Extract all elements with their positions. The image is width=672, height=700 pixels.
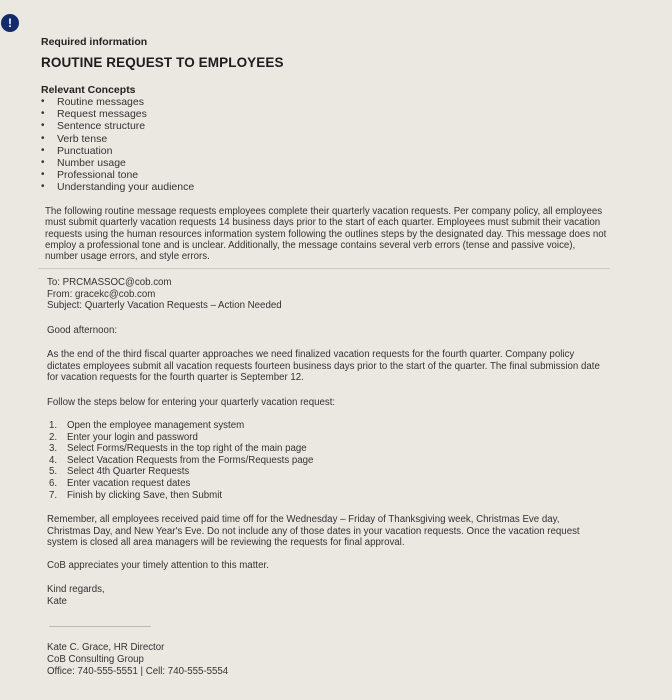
bullet-icon: •: [41, 169, 45, 181]
concepts-heading: Relevant Concepts: [41, 84, 136, 96]
bullet-icon: •: [41, 181, 45, 193]
steps-list: [47, 420, 313, 501]
email-paragraph-2: Remember, all employees received paid time off for the Wednesday – Friday of Thanksgiving week, Christmas Eve day, Christmas Day, and New Year's Eve. Do not include any of those dates in your vacation requests. Once the vacation request system is closed all area managers will be reviewing the requests for final approval.: [47, 514, 580, 549]
bullet-icon: •: [41, 108, 45, 120]
concepts-list: [41, 96, 194, 194]
email-to: To: PRCMASSOC@cob.com: [47, 277, 172, 288]
concept-item: • Number usage: [41, 156, 126, 169]
bullet-icon: •: [41, 120, 45, 132]
email-from: From: gracekc@cob.com: [47, 288, 156, 300]
concept-item: • Understanding your audience: [41, 181, 195, 194]
step-item: 3. Select Forms/Requests in the top right of the main page: [49, 443, 307, 455]
step-item: 1. Open the employee management system: [49, 420, 245, 431]
steps-intro: Follow the steps below for entering your quarterly vacation request:: [47, 397, 336, 408]
concept-item: • Punctuation: [41, 144, 113, 157]
page-title: ROUTINE REQUEST TO EMPLOYEES: [41, 55, 284, 70]
signature-phone: Office: 740-555-5551 | Cell: 740-555-5554: [47, 666, 229, 677]
bullet-icon: •: [41, 96, 45, 107]
signature-line: [49, 626, 151, 627]
email-paragraph-3: CoB appreciates your timely attention to this matter.: [47, 560, 269, 571]
intro-paragraph: The following routine message requests employees complete their quarterly vacation requests. Per company policy, all employees must submit quarterly vacation requests 14 business days prior to the start of each quarter. Employees must submit their vacation requests using the human resources information system following the outlines steps by the designated day. This message does not employ a professional tone and is unclear. Additionally, the message contains several verb errors (tense and passive voice), number usage errors, and style errors.: [45, 206, 607, 263]
email-message: [47, 277, 607, 677]
required-information-label: Required information: [41, 36, 148, 48]
concept-item: • Professional tone: [41, 169, 139, 182]
bullet-icon: •: [41, 144, 45, 156]
concept-item: • Verb tense: [41, 132, 108, 145]
concept-item: • Routine messages: [41, 96, 144, 108]
bullet-icon: •: [41, 156, 45, 168]
step-item: 4. Select Vacation Requests from the Forms/Requests page: [49, 454, 314, 466]
closing: Kind regards,: [47, 584, 105, 595]
signature-name: Kate C. Grace, HR Director: [47, 642, 165, 653]
email-subject: Subject: Quarterly Vacation Requests – Action Needed: [47, 300, 282, 312]
bullet-icon: •: [41, 132, 45, 144]
signature-company: CoB Consulting Group: [47, 654, 144, 665]
concept-item: • Request messages: [41, 108, 147, 121]
email-paragraph-1: As the end of the third fiscal quarter approaches we need finalized vacation requests for the fourth quarter. Company policy dictates employees submit all vacation requests fourteen business days prior to the start of the quarter. The final submission date for vacation requests for the fourth quarter is September 12.: [47, 349, 600, 384]
email-greeting: Good afternoon:: [47, 325, 118, 336]
divider: [38, 268, 610, 269]
concept-item: • Sentence structure: [41, 120, 146, 133]
step-item: 5. Select 4th Quarter Requests: [49, 466, 190, 478]
alert-icon[interactable]: !: [1, 14, 19, 32]
step-item: 6. Enter vacation request dates: [49, 477, 191, 489]
step-item: 2. Enter your login and password: [49, 431, 198, 443]
closing-name: Kate: [47, 596, 67, 607]
step-item: 7. Finish by clicking Save, then Submit: [49, 489, 223, 501]
